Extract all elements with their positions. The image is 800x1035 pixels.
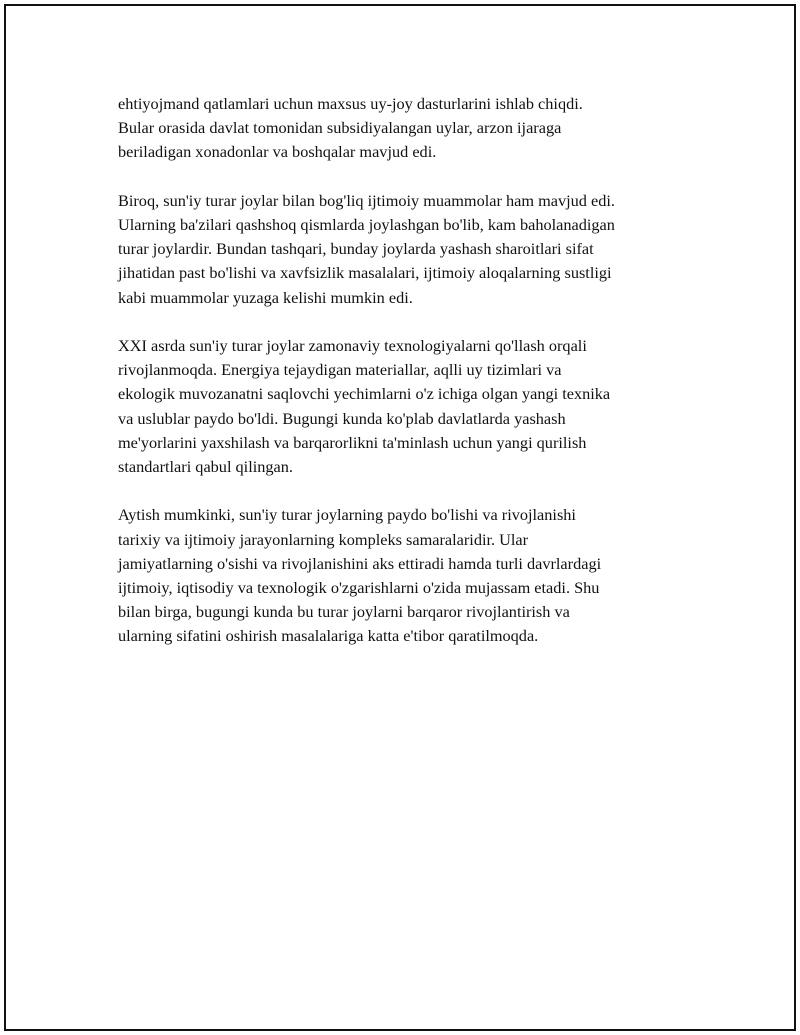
paragraph-3	[118, 334, 690, 479]
text-line: turar joylardir. Bundan tashqari, bunday joylarda yashash sharoitlari sifat	[118, 239, 594, 259]
text-line: ularning sifatini oshirish masalalariga katta e'tibor qaratilmoqda.	[118, 626, 539, 646]
document-body	[118, 92, 690, 673]
text-line: tarixiy va ijtimoiy jarayonlarning kompleks samaralaridir. Ular	[118, 529, 529, 549]
text-line: va uslublar paydo bo'ldi. Bugungi kunda ko'plab davlatlarda yashash	[118, 408, 566, 428]
text-line: Bular orasida davlat tomonidan subsidiyalangan uylar, arzon ijaraga	[118, 118, 562, 138]
text-line: Aytish mumkinki, sun'iy turar joylarning paydo bo'lishi va rivojlanishi	[118, 505, 576, 525]
text-line: XXI asrda sun'iy turar joylar zamonaviy texnologiyalarni qo'llash orqali	[118, 336, 587, 355]
text-line: jamiyatlarning o'sishi va rivojlanishini aks ettiradi hamda turli davrlardagi	[118, 553, 602, 573]
text-line: Biroq, sun'iy turar joylar bilan bog'liq ijtimoiy muammolar ham mavjud edi.	[118, 190, 615, 210]
text-line: jihatidan past bo'lishi va xavfsizlik masalalari, ijtimoiy aloqalarning sustligi	[118, 263, 612, 283]
text-line: bilan birga, bugungi kunda bu turar joylarni barqaror rivojlantirish va	[118, 602, 570, 622]
text-line: me'yorlarini yaxshilash va barqarorlikni ta'minlash uchun yangi qurilish	[118, 432, 587, 452]
paragraph-2	[118, 189, 690, 310]
text-line: standartlari qabul qilingan.	[118, 457, 293, 477]
paragraph-4	[118, 503, 690, 648]
text-line: kabi muammolar yuzaga kelishi mumkin edi.	[118, 287, 413, 307]
text-line: rivojlanmoqda. Energiya tejaydigan materiallar, aqlli uy tizimlari va	[118, 360, 562, 380]
text-line: ijtimoiy, iqtisodiy va texnologik o'zgarishlarni o'zida mujassam etadi. Shu	[118, 578, 600, 598]
text-line: beriladigan xonadonlar va boshqalar mavjud edi.	[118, 142, 437, 162]
text-line: Ularning ba'zilari qashshoq qismlarda joylashgan bo'lib, kam baholanadigan	[118, 215, 615, 234]
text-line: ekologik muvozanatni saqlovchi yechimlarni o'z ichiga olgan yangi texnika	[118, 384, 611, 404]
paragraph-1	[118, 92, 690, 165]
text-line: ehtiyojmand qatlamlari uchun maxsus uy-joy dasturlarini ishlab chiqdi.	[118, 94, 583, 113]
